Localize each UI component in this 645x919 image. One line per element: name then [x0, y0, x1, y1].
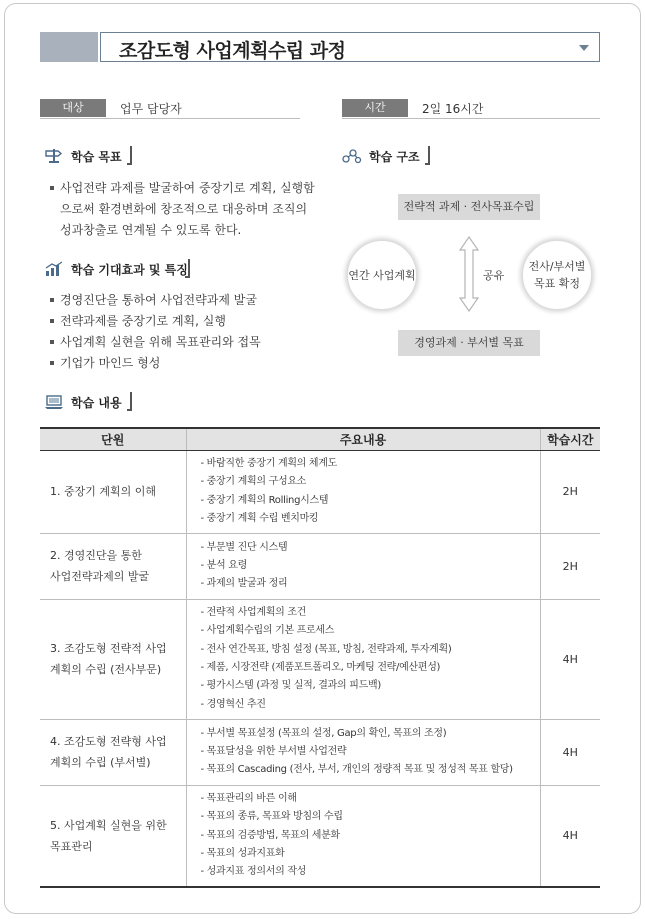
goal-text: [50, 178, 330, 241]
table-row: [40, 599, 600, 719]
diagram-left-label: 연간 사업계획: [348, 268, 416, 282]
bullet: [50, 340, 54, 344]
content-cell: [186, 719, 540, 785]
effect-item: [50, 353, 310, 374]
time-value: 2일 16시간: [422, 102, 484, 116]
meta-target: [40, 99, 300, 118]
title-box: [100, 32, 600, 62]
column-header-hours: 학습시간: [540, 428, 600, 450]
table-header-row: [40, 428, 600, 450]
content-item: - 전사 연간목표, 방침 설정 (목표, 방침, 전략과제, 투자계획): [200, 643, 452, 655]
column-header-content: 주요내용: [186, 428, 540, 450]
divider: [40, 118, 300, 119]
bullet: [50, 186, 54, 190]
content-item: - 경영혁신 추진: [200, 698, 266, 710]
hours-cell: 4H: [540, 785, 600, 887]
table-row: [40, 450, 600, 533]
bar-chart-icon: [44, 261, 64, 277]
section-content: [44, 392, 134, 412]
diagram-right-label: 목표 확정: [533, 277, 580, 290]
content-item: - 바람직한 중장기 계획의 체계도: [200, 457, 338, 469]
table-row: [40, 533, 600, 599]
title-bar: [40, 32, 600, 62]
content-item: - 제품, 시장전략 (제품포트폴리오, 마케팅 전략/예산편성): [200, 662, 441, 673]
title-accent-block: [40, 32, 98, 62]
table-row: [40, 785, 600, 887]
section-structure: [342, 146, 432, 166]
target-value: 업무 담당자: [120, 102, 182, 116]
diagram-left-circle: [347, 240, 417, 310]
effect-item: [50, 311, 310, 332]
diagram-right-circle: [522, 240, 592, 310]
content-item: - 전략적 사업계획의 조건: [200, 607, 307, 619]
hours-cell: 4H: [540, 599, 600, 719]
effect-item: [50, 332, 310, 353]
page-title: 조감도형 사업계획수립 과정: [119, 40, 346, 62]
bullet: [50, 319, 54, 323]
time-tag: 시간: [342, 99, 408, 117]
section-bracket: [127, 146, 132, 165]
content-item: - 중장기 계획 수립 벤치마킹: [200, 512, 319, 524]
target-tag: 대상: [40, 99, 106, 117]
content-item: - 과제의 발굴과 정리: [200, 578, 288, 590]
section-bracket: [185, 259, 190, 278]
content-item: - 목표달성을 위한 부서별 사업전략: [200, 745, 347, 757]
content-item: - 평가시스템 (과정 및 실적, 결과의 피드백): [200, 680, 381, 692]
content-item: - 분석 요령: [200, 559, 248, 571]
effect-text: 전략과제를 중장기로 계획, 실행: [60, 314, 226, 328]
section-goal: [44, 146, 134, 166]
content-cell: [186, 599, 540, 719]
section-goal-label: 학습 목표: [71, 150, 122, 164]
section-structure-label: 학습 구조: [369, 150, 420, 164]
content-cell: [186, 533, 540, 599]
network-icon: [342, 148, 362, 164]
unit-cell: 3. 조감도형 전략적 사업 계획의 수립 (전사부문): [40, 599, 186, 719]
content-cell: [186, 450, 540, 533]
unit-cell: 2. 경영진단을 통한 사업전략과제의 발굴: [40, 533, 186, 599]
laptop-icon: [44, 394, 64, 410]
diagram-center-label: 공유: [483, 269, 505, 282]
content-item: - 사업계획수립의 기본 프로세스: [200, 625, 335, 637]
triangle-down-icon: [579, 45, 589, 51]
table-row: [40, 719, 600, 785]
hours-cell: 2H: [540, 533, 600, 599]
content-item: - 목표의 검증방법, 목표의 세분화: [200, 829, 340, 841]
unit-cell: 4. 조감도형 전략형 사업 계획의 수립 (부서별): [40, 719, 186, 785]
bullet: [50, 361, 54, 365]
unit-cell: 1. 중장기 계획의 이해: [40, 450, 186, 533]
content-item: - 부서별 목표설정 (목표의 설정, Gap의 확인, 목표의 조정): [200, 727, 447, 739]
content-item: - 중장기 계획의 구성요소: [200, 476, 307, 488]
content-item: - 부문별 진단 시스템: [200, 541, 288, 553]
section-effect: [44, 259, 194, 279]
hours-cell: 2H: [540, 450, 600, 533]
section-content-label: 학습 내용: [71, 396, 122, 410]
effect-text: 사업계획 실현을 위해 목표관리와 접목: [60, 335, 261, 349]
effect-text: 경영진단을 통하여 사업전략과제 발굴: [60, 293, 257, 307]
effect-text: 기업가 마인드 형성: [60, 356, 161, 370]
content-item: - 성과지표 정의서의 작성: [200, 866, 307, 878]
signpost-icon: [44, 148, 64, 164]
content-cell: [186, 785, 540, 887]
hours-cell: 4H: [540, 719, 600, 785]
curriculum-table: [40, 427, 600, 888]
content-item: - 목표의 종류, 목표와 방침의 수립: [200, 811, 343, 823]
section-bracket: [425, 146, 430, 165]
column-header-unit: 단원: [40, 428, 186, 450]
goal-line: 사업전략 과제를 발굴하여 중장기로 계획, 실행함: [60, 181, 315, 195]
goal-line: 으로써 환경변화에 창조적으로 대응하며 조직의: [60, 202, 308, 216]
section-bracket: [127, 392, 132, 411]
bullet: [50, 298, 54, 302]
divider: [342, 118, 600, 119]
content-item: - 목표관리의 바른 이해: [200, 793, 297, 804]
meta-time: [342, 99, 600, 118]
content-item: - 중장기 계획의 Rolling시스템: [200, 494, 329, 506]
diagram-right-label: 전사/부서별: [528, 260, 586, 273]
goal-line: 성과창출로 연계될 수 있도록 한다.: [60, 223, 242, 237]
effect-item: [50, 290, 310, 311]
section-effect-label: 학습 기대효과 및 특징: [71, 263, 188, 277]
content-item: - 목표의 Cascading (전사, 부서, 개인의 정량적 목표 및 정성적 목표 할당): [200, 764, 513, 776]
diagram-top-box: 전략적 과제 · 전사목표수립: [398, 194, 540, 220]
diagram-bottom-box: 경영과제 · 부서별 목표: [398, 330, 540, 356]
double-arrow-icon: [458, 236, 480, 312]
unit-cell: 5. 사업계획 실현을 위한 목표관리: [40, 785, 186, 887]
content-item: - 목표의 성과지표화: [200, 847, 285, 859]
